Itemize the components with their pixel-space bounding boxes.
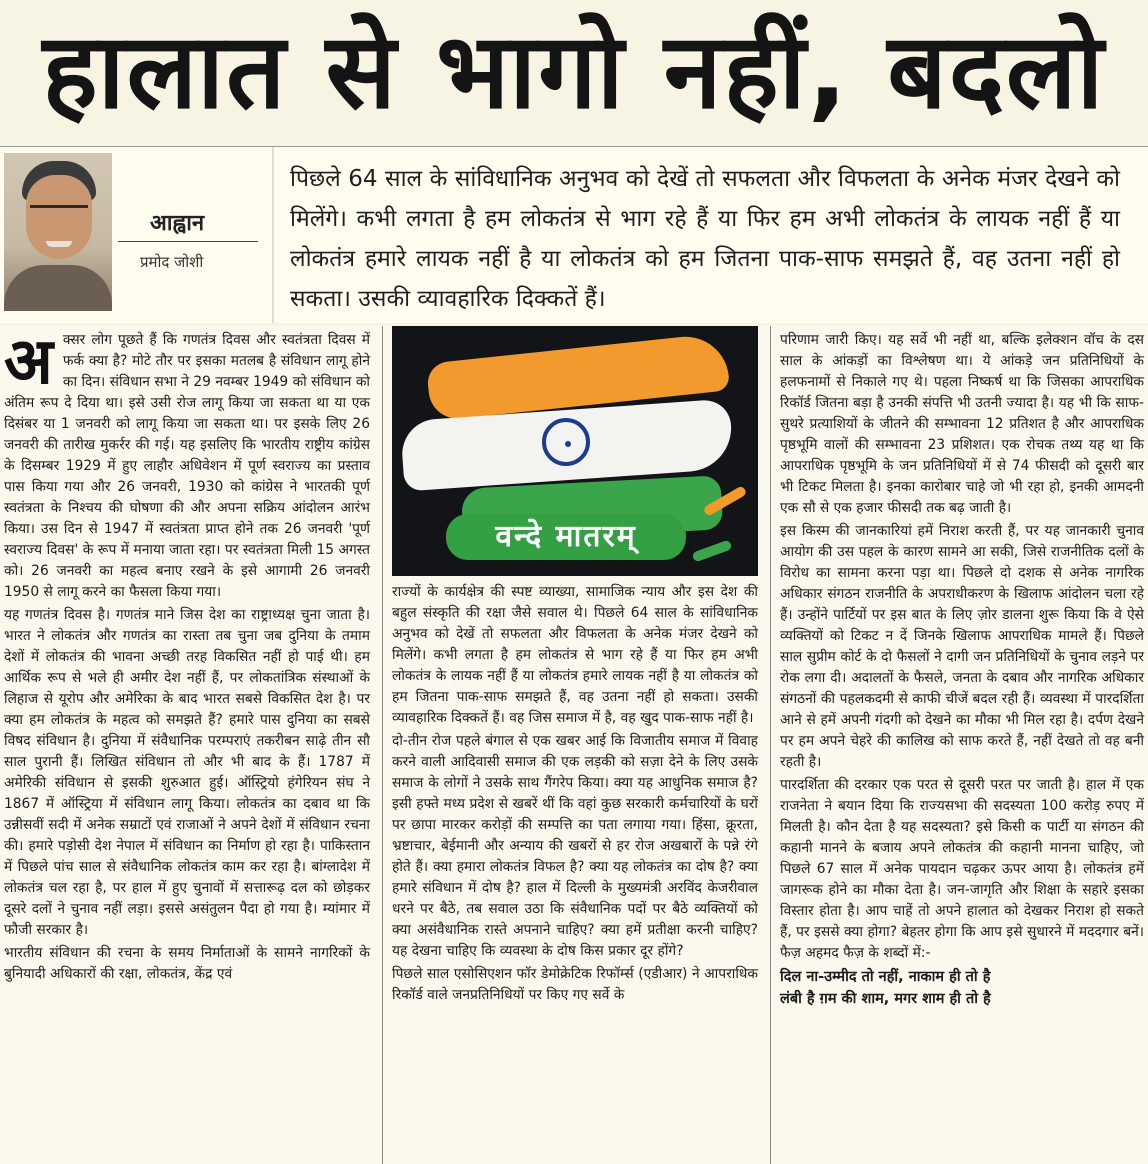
column-2 <box>392 582 758 1008</box>
author-photo <box>4 153 112 311</box>
ashoka-chakra-icon <box>542 418 590 466</box>
paragraph: पारदर्शिता की दरकार एक परत से दूसरी परत पर जाती है। हाल में एक राजनेता ने बयान दिया कि राज्यसभा की सदस्यता 100 करोड़ रुपए में मिलती है। कौन देता है यह सदस्यता? इसे किसी क पार्टी या संगठन की कहानी मानने के बजाय अपने लोकतंत्र की कहानी मानना चाहिए, जो पिछले 67 साल में अनेक पायदान चढ़कर ऊपर आया है। लोकतंत्र हमें जागरूक होने का मौका देता है। जन-जागृति और शिक्षा के सहारे इसका विस्तार होता है। आप चाहें तो अपने हालात को देखकर निराश हो सकते हैं, पर इससे क्या होगा? बेहतर होगा कि आप इसे सुधारने में मददगार बनें। फैज़ अहमद फैज़ के शब्दों में:- <box>780 777 1144 961</box>
image-caption: वन्दे मातरम् <box>446 514 686 560</box>
intro-divider <box>272 147 274 323</box>
paragraph: दो-तीन रोज पहले बंगाल से एक खबर आई कि विजातीय समाज में विवाह करने वाली आदिवासी समाज की एक लड़की को सज़ा देने के लिए उसके समाज के लोगों ने उसके साथ गैंगरेप किया। क्या यह आधुनिक समाज है? इसी हफ्ते मध्य प्रदेश से खबरें थीं कि वहां कुछ सरकारी कर्मचारियों के घरों पर छापा मारकर करोड़ों की सम्पत्ति का पता लगाया गया। हिंसा, क्रूरता, भ्रष्टाचार, बेईमानी और अन्याय की खबरों से हर रोज अखबारों के पन्ने रंगे होते हैं। क्या हमारा लोकतंत्र विफल है? क्या यह लोकतंत्र का दोष है? क्या हमारे संविधान में दोष है? हाल में दिल्ली के मुख्यमंत्री अरविंद केजरीवाल धरने पर बैठे, तब सवाल उठा कि संवैधानिक पदों पर बैठे व्यक्तियों को क्या असंवैधानिक रास्ते अपनाने चाहिए? क्या हमें प्रतीक्षा करनी चाहिए? यह देखना चाहिए कि व्यवस्था के दोष किस प्रकार दूर होंगे? <box>392 733 758 959</box>
intro-box <box>0 146 1148 323</box>
column-1 <box>4 325 370 987</box>
column-3 <box>780 330 1144 1010</box>
paragraph: पिछले साल एसोसिएशन फॉर डेमोक्रेटिक रिफॉर्म्स (एडीआर) ने आपराधिक रिकॉर्ड वाले जनप्रतिनिधियों पर किए गए सर्वे के <box>392 966 758 1003</box>
poem-line-2: लंबी है ग़म की शाम, मगर शाम ही तो है <box>780 991 991 1007</box>
column-byline <box>118 207 258 287</box>
column-rule <box>382 326 383 1164</box>
column-label: आह्वान <box>118 207 258 242</box>
author-name: प्रमोद जोशी <box>140 253 204 271</box>
paragraph: यह गणतंत्र दिवस है। गणतंत्र माने जिस देश का राष्ट्राध्यक्ष चुना जाता है। भारत ने लोकतंत्र और गणतंत्र का रास्ता तब चुना जब दुनिया के तमाम देशों में लोकतंत्र की भावना अच्छी तरह विकसित नहीं हो पाई थी। हम आर्थिक रूप से भले ही अमीर देश नहीं हैं, पर लोकतांत्रिक संस्थाओं के लिहाज से यूरोप और अमेरिका के बाद भारत सबसे विकसित देश है। पर क्या हम लोकतंत्र के महत्व को समझते हैं? हमारे पास दुनिया का सबसे विषद संविधान है। दुनिया में संवैधानिक परम्पराएं तकरीबन साढ़े तीन सौ साल पुरानी हैं। लिखित संविधान तो और भी बाद के हैं। 1787 में अमेरिकी संविधान से इसकी शुरुआत हुई। ऑस्ट्रियो हंगेरियन संघ ने 1867 में ऑस्ट्रिया में संविधान लागू किया। लोकतंत्र का दबाव था कि उन्नीसवीं सदी में अनेक सम्राटों एवं राजाओं ने अपने देशों में संविधान रचना की। हमारे पड़ोसी देश नेपाल में संविधान का निर्माण हो रहा है। पाकिस्तान में पिछले पांच साल से संवैधानिक लोकतंत्र काम कर रहा है। बांग्लादेश में लोकतंत्र चल रहा है, पर हाल में हुए चुनावों में सत्तारूढ़ दल को छोड़कर दूसरे दलों ने चुनाव नहीं लड़ा। इससे असंतुलन पैदा हो गया है। म्यांमार में फौजी सरकार है। <box>4 607 370 938</box>
headline: हालात से भागो नहीं, बदलो <box>42 10 1106 132</box>
paragraph: अक्सर लोग पूछते हैं कि गणतंत्र दिवस और स्वतंत्रता दिवस में फर्क क्या है? मोटे तौर पर इसका मतलब है संविधान लागू होने का दिन। संविधान सभा ने 29 नवम्बर 1949 को संविधान को अंतिम रूप दे दिया था। इसे उसी रोज लागू किया जा सकता था या एक दिसंबर या 1 जनवरी को लागू किया जा सकता था। पर इसके लिए 26 जनवरी की तारीख मुकर्रर की गई। यह इसलिए कि भारतीय राष्ट्रीय कांग्रेस के दिसम्बर 1929 में हुए लाहौर अधिवेशन में पूर्ण स्वराज्य का प्रस्ताव पास किया गया और 26 जनवरी, 1930 को कांग्रेस ने भारतकी पूर्ण स्वतंत्रता के निश्चय की घोषणा की और अपना सक्रिय आंदोलन आरंभ किया। उस दिन से 1947 में स्वतंत्रता प्राप्त होने तक 26 जनवरी 'पूर्ण स्वराज्य दिवस' के रूप में मनाया जाता रहा। पर स्वतंत्रता मिली 15 अगस्त को। 26 जनवरी का महत्व बनाए रखने के इसे आगामी 26 जनवरी 1950 से लागू करने का फैसला किया गया। <box>4 325 370 600</box>
paragraph: राज्यों के कार्यक्षेत्र की स्पष्ट व्याख्या, सामाजिक न्याय और इस देश की बहुल संस्कृति की रक्षा जैसे सवाल थे। पिछले 64 साल के सांविधानिक अनुभव को देखें तो सफलता और विफलता के अनेक मंजर देखने को मिलेंगे। कभी लगता है हम लोकतंत्र से भाग रहे हैं या फिर हम अभी लोकतंत्र के लायक नहीं हैं या लोकतंत्र हमारे लायक नहीं है या लोकतंत्र को हम जितना पाक-साफ समझते हैं, वह उतना नहीं हो सकता। उसकी व्यावहारिक दिक्कतें हैं। वह जिस समाज में है, वह खुद पाक-साफ नहीं है। <box>392 584 758 726</box>
column-rule <box>770 326 771 1164</box>
article-body <box>0 326 1148 1164</box>
headline-bar <box>0 0 1148 142</box>
paragraph: भारतीय संविधान की रचना के समय निर्माताओं के सामने नागरिकों के बुनियादी अधिकारों की रक्षा, लोकतंत्र, केंद्र एवं <box>4 945 370 982</box>
paragraph: इस किस्म की जानकारियां हमें निराश करती हैं, पर यह जानकारी चुनाव आयोग की उस पहल के कारण सामने आ सकी, जिसे राजनीतिक दलों के विरोध का सामना करना पड़ा था। पिछले दो दशक से अनेक नागरिक अधिकार संगठन राजनीति के अपराधीकरण के खिलाफ आंदोलन चला रहे हैं। उन्होंने पार्टियों पर इस बात के लिए ज़ोर डालना शुरू किया कि वे ऐसे व्यक्तियों को टिकट न दें जिनके खिलाफ आपराधिक मामले हैं। पिछले साल सुप्रीम कोर्ट के दो फैसलों ने दागी जन प्रतिनिधियों के चुनाव लड़ने पर रोक लगा दी। अदालतों के फैसले, जनता के दबाव और नागरिक अधिकार संगठनों की पहलकदमी से काफी चीजें बदल रही हैं। व्यवस्था में पारदर्शिता आने से हमें अपनी गंदगी को देखने का मौका भी मिल रहा है। दर्पण देखने पर हम अपने चेहरे की कालिख को साफ करते हैं, नहीं देखते तो वह बनी रहती है। <box>780 523 1145 770</box>
intro-text: पिछले 64 साल के सांविधानिक अनुभव को देखें तो सफलता और विफलता के अनेक मंजर देखने को मिलेंगे। कभी लगता है हम लोकतंत्र से भाग रहे हैं या फिर हम अभी लोकतंत्र के लायक नहीं हैं या लोकतंत्र हमारे लायक नहीं है या लोकतंत्र को हम जितना पाक-साफ समझते हैं, वह उतना नहीं हो सकता। उसकी व्यावहारिक दिक्कतें हैं। <box>290 166 1120 312</box>
poem-line-1: दिल ना-उम्मीद तो नहीं, नाकाम ही तो है <box>780 969 991 985</box>
tricolor-image <box>392 326 758 576</box>
paragraph: परिणाम जारी किए। यह सर्वे भी नहीं था, बल्कि इलेक्शन वॉच के दस साल के आंकड़ों का विश्लेषण था। ये आंकड़े जन प्रतिनिधियों के हलफनामों से निकाले गए थे। पहला निष्कर्ष था कि जिसका आपराधिक रिकॉर्ड जितना बड़ा है उनकी संपत्ति भी उतनी ज्यादा है। यह भी कि साफ-सुथरे प्रत्याशियों के जीतने की सम्भावना 12 प्रतिशत है और आपराधिक पृष्ठभूमि वालों की सम्भावना 23 प्रशिशत। एक रोचक तथ्य यह था कि आपराधिक पृष्ठभूमि के जन प्रतिनिधियों में से 74 फीसदी को दूसरी बार भी टिकट मिलता है। इनका कारोबार चाहे जो भी रहा हो, इनकी आमदनी एक सौ से एक हजार फीसदी तक बढ़ जाती है। <box>780 332 1144 516</box>
dropcap: अ <box>4 325 53 399</box>
